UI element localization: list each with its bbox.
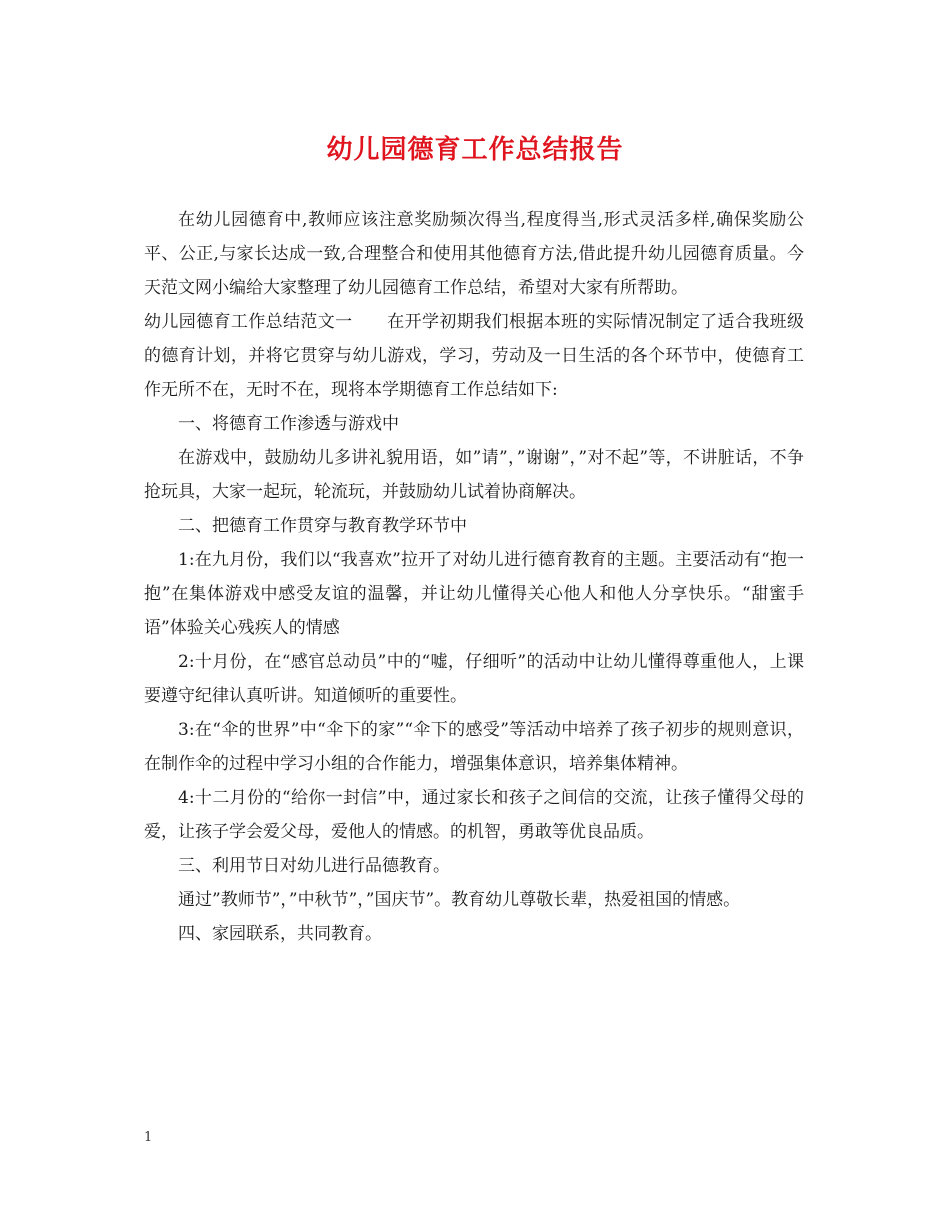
section-3-paragraph: 通过”教师节”，”中秋节”，”国庆节”。教育幼儿尊敬长辈，热爱祖国的情感。	[178, 890, 741, 910]
item-4-paragraph: 4:十二月份的“给你一封信”中，通过家长和孩子之间信的交流，让孩子懂得父母的爱，让孩子学会爱父母，爱他人的情感。的机智，勇敢等优良品质。	[144, 788, 804, 842]
section-heading-1: 一、将德育工作渗透与游戏中	[178, 414, 399, 434]
document-body	[144, 203, 804, 951]
section-heading-4: 四、家园联系，共同教育。	[178, 924, 382, 944]
section-heading-3: 三、利用节日对幼儿进行品德教育。	[178, 856, 450, 876]
section-heading-2: 二、把德育工作贯穿与教育教学环节中	[178, 516, 467, 536]
document-title: 幼儿园德育工作总结报告	[326, 135, 624, 165]
sample-one-paragraph: 幼儿园德育工作总结范文一 在开学初期我们根据本班的实际情况制定了适合我班级的德育计划，并将它贯穿与幼儿游戏，学习，劳动及一日生活的各个环节中，使德育工作无所不在，无时不在，现将本学期德育工作总结如下:	[144, 312, 804, 400]
page-number: 1	[144, 1130, 153, 1145]
section-1-paragraph: 在游戏中，鼓励幼儿多讲礼貌用语，如”请”，”谢谢”，”对不起”等，不讲脏话，不争抢玩具，大家一起玩，轮流玩，并鼓励幼儿试着协商解决。	[144, 448, 804, 502]
item-1-paragraph: 1:在九月份，我们以“我喜欢”拉开了对幼儿进行德育教育的主题。主要活动有“抱一抱”在集体游戏中感受友谊的温馨，并让幼儿懂得关心他人和他人分享快乐。“甜蜜手语”体验关心残疾人的情感	[144, 550, 804, 638]
item-2-paragraph: 2:十月份，在“感官总动员”中的“嘘，仔细听”的活动中让幼儿懂得尊重他人，上课要遵守纪律认真听讲。知道倾听的重要性。	[144, 652, 804, 706]
intro-paragraph: 在幼儿园德育中,教师应该注意奖励频次得当,程度得当,形式灵活多样,确保奖励公平、公正,与家长达成一致,合理整合和使用其他德育方法,借此提升幼儿园德育质量。今天范文网小编给大家整理了幼儿园德育工作总结，希望对大家有所帮助。	[144, 210, 804, 298]
item-3-paragraph: 3:在“伞的世界”中“伞下的家”“伞下的感受”等活动中培养了孩子初步的规则意识，在制作伞的过程中学习小组的合作能力，增强集体意识，培养集体精神。	[144, 720, 804, 774]
